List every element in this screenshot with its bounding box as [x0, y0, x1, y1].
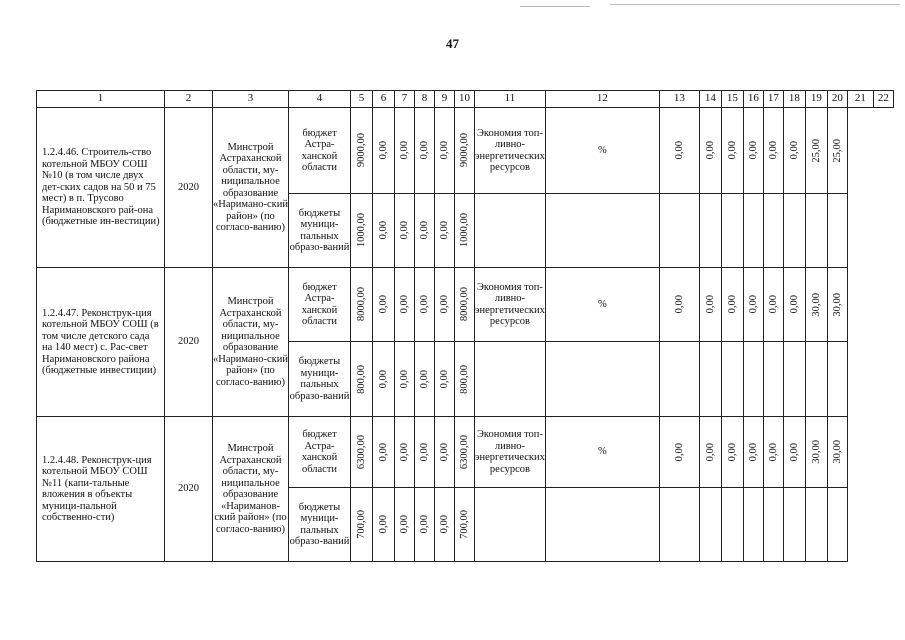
funding-source-cell: бюджеты муници-пальных образо-ваний [289, 488, 351, 562]
measure-name-cell: 1.2.4.47. Реконструк-ция котельной МБОУ СОШ (в том числе детского сада на 140 мест) с. Рас-свет Наримановского района (бюджетные инвестиции) [37, 268, 165, 417]
empty-cell [805, 194, 827, 268]
column-header: 11 [475, 91, 546, 108]
funding-value-cell [455, 342, 475, 417]
column-header: 17 [763, 91, 783, 108]
funding-value-cell [395, 488, 415, 562]
funding-value-cell [395, 108, 415, 194]
empty-cell [475, 488, 546, 562]
column-header: 10 [455, 91, 475, 108]
column-header: 3 [213, 91, 289, 108]
funding-value-cell-text: 0,00 [398, 221, 410, 240]
empty-cell [545, 342, 659, 417]
column-header: 2 [165, 91, 213, 108]
funding-source-cell: бюджеты муници-пальных образо-ваний [289, 342, 351, 417]
funding-value-cell-text: 0,00 [418, 221, 430, 240]
unit-cell: % [545, 268, 659, 342]
column-header: 7 [395, 91, 415, 108]
funding-value-cell-text: 0,00 [438, 515, 450, 534]
target-value-cell-text: 0,00 [788, 442, 800, 462]
indicator-cell: Экономия топ-ливно-энергетических ресурсов [475, 108, 546, 194]
unit-cell: % [545, 108, 659, 194]
empty-cell [699, 342, 721, 417]
column-header: 13 [659, 91, 699, 108]
empty-cell [743, 488, 763, 562]
funding-value-cell-text: 800,00 [458, 364, 470, 394]
executor-cell: Минстрой Астраханской области, му-ниципальное образование «Наримано-ский район» (по согласо-ванию) [213, 108, 289, 268]
target-value-cell-text: 0,00 [767, 442, 779, 462]
empty-cell [827, 194, 847, 268]
page-number: 47 [446, 36, 459, 51]
scan-mark [610, 4, 900, 5]
funding-value-cell [351, 342, 373, 417]
empty-cell [699, 488, 721, 562]
empty-cell [699, 194, 721, 268]
funding-value-cell [351, 108, 373, 194]
target-value-cell [659, 108, 699, 194]
year-cell: 2020 [165, 417, 213, 562]
empty-cell [763, 342, 783, 417]
column-header: 9 [435, 91, 455, 108]
funding-value-cell-text: 800,00 [355, 364, 367, 394]
table-row [37, 108, 894, 194]
target-value-cell-text: 0,00 [747, 442, 759, 462]
funding-value-cell-text: 0,00 [377, 141, 389, 160]
empty-cell [721, 194, 743, 268]
funding-value-cell-text: 0,00 [438, 369, 450, 389]
empty-cell [743, 194, 763, 268]
indicator-cell: Экономия топ-ливно-энергетических ресурсов [475, 417, 546, 488]
target-value-cell-text: 0,00 [767, 295, 779, 314]
funding-value-cell [415, 194, 435, 268]
table-row [37, 268, 894, 342]
funding-source-cell: бюджет Астра-ханской области [289, 108, 351, 194]
funding-value-cell [435, 488, 455, 562]
column-header: 1 [37, 91, 165, 108]
funding-value-cell [455, 108, 475, 194]
empty-cell [475, 342, 546, 417]
executor-cell: Минстрой Астраханской области, му-ниципальное образование «Наримано-ский район» (по согласо-ванию) [213, 268, 289, 417]
funding-source-cell: бюджет Астра-ханской области [289, 268, 351, 342]
table-body [37, 91, 894, 562]
indicator-cell: Экономия топ-ливно-энергетических ресурсов [475, 268, 546, 342]
funding-value-cell-text: 0,00 [398, 369, 410, 389]
target-value-cell [721, 417, 743, 488]
target-value-cell-text: 0,00 [726, 295, 738, 314]
table-row [37, 417, 894, 488]
target-value-cell [827, 108, 847, 194]
funding-value-cell-text: 0,00 [418, 295, 430, 314]
target-value-cell-text: 0,00 [788, 295, 800, 314]
empty-cell [763, 194, 783, 268]
year-cell: 2020 [165, 268, 213, 417]
target-value-cell [721, 108, 743, 194]
empty-cell [659, 488, 699, 562]
column-header: 14 [699, 91, 721, 108]
column-header: 21 [847, 91, 873, 108]
header-row [37, 91, 894, 108]
target-value-cell [743, 417, 763, 488]
funding-value-cell-text: 0,00 [398, 295, 410, 314]
funding-value-cell [415, 108, 435, 194]
empty-cell [721, 342, 743, 417]
funding-value-cell-text: 0,00 [398, 442, 410, 462]
target-value-cell [743, 108, 763, 194]
target-value-cell [827, 268, 847, 342]
funding-value-cell [351, 194, 373, 268]
scan-mark [520, 6, 590, 7]
funding-value-cell-text: 0,00 [398, 515, 410, 534]
target-value-cell-text: 0,00 [704, 442, 716, 462]
empty-cell [743, 342, 763, 417]
funding-value-cell-text: 0,00 [377, 515, 389, 534]
target-value-cell-text: 0,00 [726, 141, 738, 160]
target-value-cell [805, 268, 827, 342]
target-value-cell [659, 417, 699, 488]
empty-cell [783, 342, 805, 417]
target-value-cell [699, 268, 721, 342]
measure-name-cell: 1.2.4.46. Строитель-ство котельной МБОУ СОШ №10 (в том числе двух дет-ских садов на 50 и 75 мест) в п. Трусово Наримановского рай-она (бюджетные ин-вестиции) [37, 108, 165, 268]
empty-cell [783, 488, 805, 562]
funding-value-cell [435, 194, 455, 268]
funding-value-cell [373, 417, 395, 488]
measure-name-cell: 1.2.4.48. Реконструк-ция котельной МБОУ СОШ №11 (капи-тальные вложения в объекты муници-пальной собственно-сти) [37, 417, 165, 562]
executor-cell: Минстрой Астраханской области, му-ниципальное образование «Нариманов-ский район» (по согласо-ванию) [213, 417, 289, 562]
target-value-cell [783, 417, 805, 488]
funding-value-cell [455, 268, 475, 342]
empty-cell [805, 342, 827, 417]
empty-cell [805, 488, 827, 562]
funding-value-cell [455, 488, 475, 562]
target-value-cell-text: 30,00 [810, 440, 822, 464]
target-value-cell [659, 268, 699, 342]
empty-cell [475, 194, 546, 268]
empty-cell [827, 342, 847, 417]
funding-value-cell-text: 1000,00 [355, 213, 367, 248]
funding-value-cell-text: 0,00 [438, 442, 450, 462]
target-value-cell [763, 417, 783, 488]
target-value-cell [805, 108, 827, 194]
empty-cell [659, 194, 699, 268]
funding-value-cell-text: 0,00 [377, 295, 389, 314]
funding-value-cell-text: 0,00 [438, 221, 450, 240]
funding-value-cell-text: 8000,00 [458, 287, 470, 322]
program-table [36, 90, 894, 562]
empty-cell [763, 488, 783, 562]
funding-value-cell [455, 194, 475, 268]
funding-value-cell-text: 700,00 [355, 510, 367, 539]
funding-value-cell-text: 0,00 [377, 369, 389, 389]
funding-value-cell-text: 0,00 [438, 141, 450, 160]
funding-value-cell [373, 488, 395, 562]
funding-value-cell [373, 268, 395, 342]
column-header: 5 [351, 91, 373, 108]
funding-value-cell-text: 0,00 [398, 141, 410, 160]
target-value-cell-text: 0,00 [673, 141, 685, 160]
funding-value-cell-text: 0,00 [438, 295, 450, 314]
funding-value-cell-text: 700,00 [458, 510, 470, 539]
target-value-cell-text: 0,00 [747, 141, 759, 160]
column-header: 6 [373, 91, 395, 108]
funding-value-cell [351, 488, 373, 562]
target-value-cell-text: 25,00 [810, 138, 822, 163]
target-value-cell-text: 30,00 [810, 292, 822, 317]
empty-cell [659, 342, 699, 417]
target-value-cell [699, 417, 721, 488]
funding-value-cell-text: 8000,00 [355, 287, 367, 322]
target-value-cell [827, 417, 847, 488]
funding-value-cell-text: 1000,00 [458, 213, 470, 248]
funding-value-cell-text: 0,00 [418, 141, 430, 160]
funding-value-cell-text: 6300,00 [458, 434, 470, 470]
funding-value-cell [415, 488, 435, 562]
target-value-cell [699, 108, 721, 194]
column-header: 12 [545, 91, 659, 108]
funding-value-cell-text: 6300,00 [355, 434, 367, 470]
target-value-cell-text: 30,00 [831, 440, 843, 464]
column-header: 18 [783, 91, 805, 108]
target-value-cell-text: 25,00 [831, 138, 843, 163]
column-header: 8 [415, 91, 435, 108]
funding-value-cell [373, 108, 395, 194]
target-value-cell-text: 0,00 [747, 295, 759, 314]
column-header: 20 [827, 91, 847, 108]
target-value-cell [763, 268, 783, 342]
unit-cell: % [545, 417, 659, 488]
target-value-cell-text: 0,00 [673, 442, 685, 462]
target-value-cell-text: 0,00 [704, 141, 716, 160]
funding-value-cell [435, 342, 455, 417]
empty-cell [545, 194, 659, 268]
funding-value-cell-text: 0,00 [418, 515, 430, 534]
funding-value-cell [395, 417, 415, 488]
funding-value-cell [373, 342, 395, 417]
funding-value-cell-text: 0,00 [418, 369, 430, 389]
funding-value-cell-text: 0,00 [418, 442, 430, 462]
target-value-cell [783, 108, 805, 194]
funding-value-cell [455, 417, 475, 488]
empty-cell [783, 194, 805, 268]
column-header: 22 [873, 91, 893, 108]
funding-value-cell-text: 9000,00 [458, 133, 470, 168]
empty-cell [721, 488, 743, 562]
funding-value-cell [415, 417, 435, 488]
funding-value-cell [415, 342, 435, 417]
funding-value-cell [351, 268, 373, 342]
column-header: 15 [721, 91, 743, 108]
empty-cell [545, 488, 659, 562]
column-header: 4 [289, 91, 351, 108]
target-value-cell-text: 0,00 [788, 141, 800, 160]
funding-value-cell [435, 268, 455, 342]
target-value-cell-text: 0,00 [767, 141, 779, 160]
funding-value-cell [395, 268, 415, 342]
target-value-cell [743, 268, 763, 342]
funding-value-cell-text: 9000,00 [355, 133, 367, 168]
funding-source-cell: бюджеты муници-пальных образо-ваний [289, 194, 351, 268]
funding-source-cell: бюджет Астра-ханской области [289, 417, 351, 488]
funding-value-cell [351, 417, 373, 488]
funding-value-cell [435, 108, 455, 194]
target-value-cell [721, 268, 743, 342]
target-value-cell-text: 30,00 [831, 292, 843, 317]
column-header: 19 [805, 91, 827, 108]
funding-value-cell-text: 0,00 [377, 442, 389, 462]
funding-value-cell [395, 194, 415, 268]
target-value-cell-text: 0,00 [726, 442, 738, 462]
target-value-cell-text: 0,00 [704, 295, 716, 314]
funding-value-cell [435, 417, 455, 488]
funding-value-cell [395, 342, 415, 417]
funding-value-cell [415, 268, 435, 342]
target-value-cell [783, 268, 805, 342]
column-header: 16 [743, 91, 763, 108]
funding-value-cell [373, 194, 395, 268]
target-value-cell [805, 417, 827, 488]
empty-cell [827, 488, 847, 562]
target-value-cell [763, 108, 783, 194]
target-value-cell-text: 0,00 [673, 295, 685, 314]
year-cell: 2020 [165, 108, 213, 268]
funding-value-cell-text: 0,00 [377, 221, 389, 240]
